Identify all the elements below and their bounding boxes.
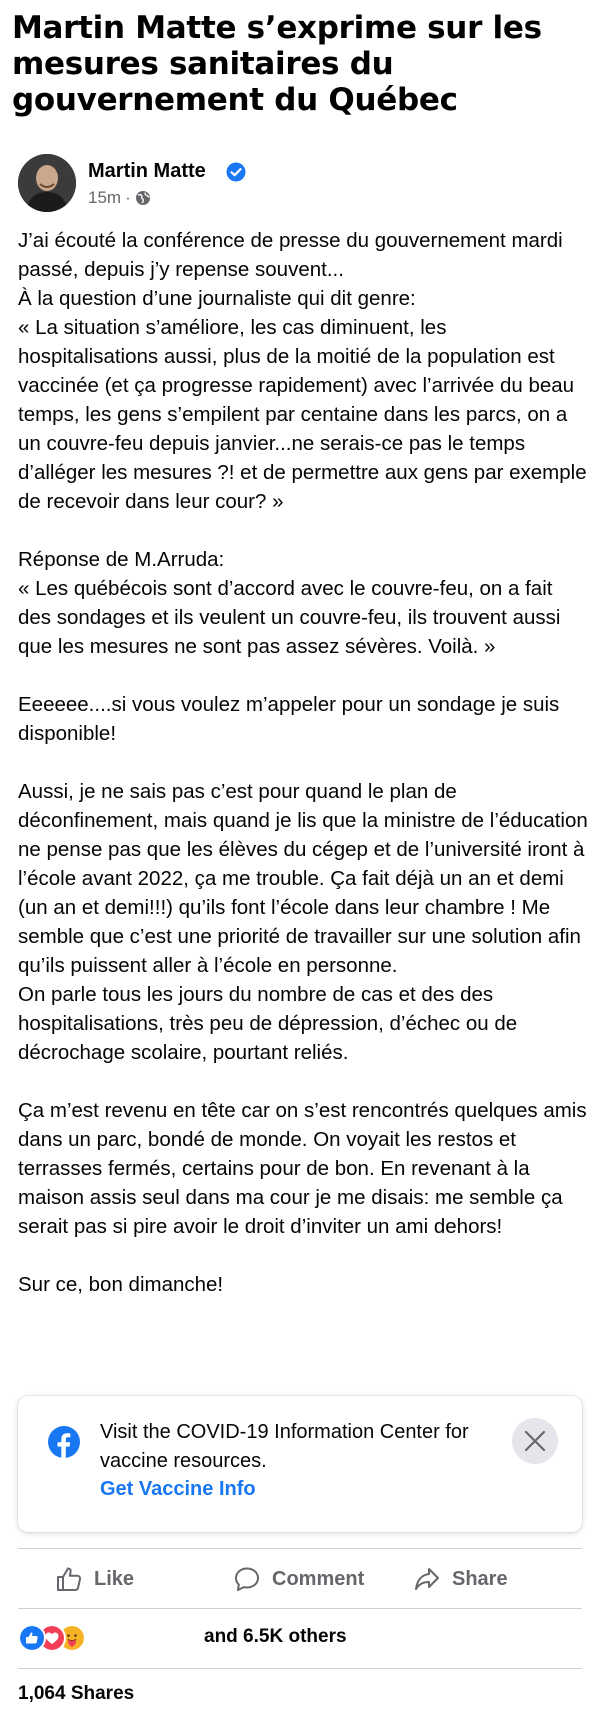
globe-icon [135,190,151,206]
share-button[interactable] [414,1550,508,1608]
like-icon [56,1566,82,1592]
divider [18,1548,582,1549]
share-label: Share [452,1567,508,1590]
divider [18,1668,582,1669]
avatar[interactable] [18,154,76,212]
share-icon [414,1566,440,1592]
covid-info-card [18,1396,582,1532]
like-reaction-icon [18,1624,46,1652]
post-paragraph: Ça m’est revenu en tête car on s’est rencontrés quelques amis dans un parc, bondé de monde. On voyait les restos et terrasses fermés, certains pour de bon. En revenant à la maison assis seul dans ma cour je me disais: me semble ça serait pas si pire avoir le droit d’inviter un ami dehors! [18,1099,587,1238]
author-name[interactable]: Martin Matte [88,160,206,182]
shares-count[interactable]: 1,064 Shares [18,1683,135,1704]
post-paragraph: Réponse de M.Arruda: « Les québécois sont d’accord avec le couvre-feu, on a fait des sondages et ils veulent un couvre-feu, ils trouvent aussi que les mesures ne sont pas assez sévères. Voilà. » [18,548,561,658]
covid-info-text: Visit the COVID-19 Information Center for vaccine resources. [100,1421,469,1472]
like-label: Like [94,1567,135,1590]
post-time[interactable]: 15m [88,188,122,207]
post-actions [18,1550,582,1608]
facebook-logo-icon [48,1426,80,1458]
close-card-button[interactable] [512,1418,558,1464]
verified-badge-icon [226,162,246,182]
post-paragraph: Aussi, je ne sais pas c’est pour quand le plan de déconfinement, mais quand je lis que la ministre de l’éducation ne pense pas que les élèves du cégep et de l’université iront à l’école avant 2022, ça me trouble. Ça fait déjà un an et demi (un an et demi!!!) qu’ils font l’école dans leur chambre ! Me semble que c’est une priorité de travailler sur une solution afin qu’ils puissent aller à l’école en personne. On parle tous les jours du nombre de cas et des des hospitalisations, très peu de dépression, d’échec ou de décrochage scolaire, pourtant reliés. [18,780,588,1064]
post-header [18,152,578,212]
get-vaccine-info-link[interactable]: Get Vaccine Info [100,1478,256,1500]
meta-separator: · [125,188,131,207]
comment-label: Comment [272,1567,365,1590]
divider [18,1608,582,1609]
post-paragraph: Eeeeee....si vous voulez m’appeler pour un sondage je suis disponible! [18,693,560,745]
close-icon [524,1430,546,1452]
reactions-summary[interactable] [18,1620,582,1656]
post-paragraph: Sur ce, bon dimanche! [18,1273,224,1296]
post-meta [88,188,151,208]
like-button[interactable] [56,1550,134,1608]
headline: Martin Matte s’exprime sur les mesures sanitaires du gouvernement du Québec [12,10,542,118]
reaction-icons [18,1624,90,1652]
comment-icon [234,1566,260,1592]
comment-button[interactable] [234,1550,364,1608]
post-paragraph: J’ai écouté la conférence de presse du gouvernement mardi passé, depuis j’y repense souvent... À la question d’une journaliste qui dit genre: « La situation s’améliore, les cas diminuent, les hospitalisations aussi, plus de la moitié de la population est vaccinée (et ça progresse rapidement) avec l’arrivée du beau temps, les gens s’empilent par centaine dans les parcs, on a un couvre-feu depuis janvier...ne serais-ce pas le temps d’alléger les mesures ?! et de permettre aux gens par exemple de recevoir dans leur cour? » [18,229,587,513]
reactions-count[interactable]: and 6.5K others [204,1626,347,1647]
post-text [18,226,588,1328]
